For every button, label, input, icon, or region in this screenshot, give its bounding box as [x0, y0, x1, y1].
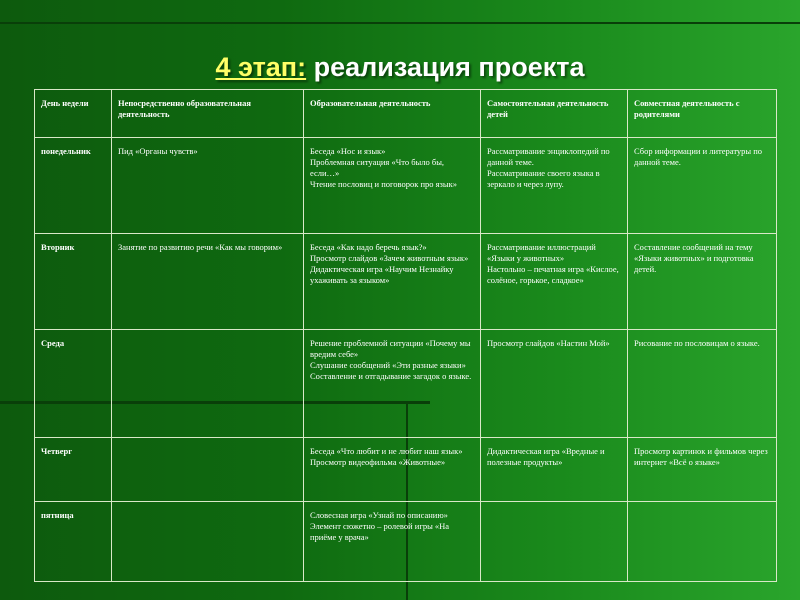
column-header-educational: Образовательная деятельность — [304, 90, 481, 138]
parents-cell: Составление сообщений на тему «Языки животных» и подготовка детей. — [628, 234, 777, 330]
cell-line: Решение проблемной ситуации «Почему мы вредим себе» — [310, 338, 471, 359]
day-cell: понедельник — [35, 138, 112, 234]
cell-line: Рассматривание иллюстраций «Языки у животных» — [487, 242, 596, 263]
independent-cell — [481, 502, 628, 582]
page-title — [0, 52, 800, 83]
parents-cell: Сбор информации и литературы по данной теме. — [628, 138, 777, 234]
cell-line: Просмотр слайдов «Зачем животным язык» — [310, 253, 469, 263]
column-header-independent: Самостоятельная деятельность детей — [481, 90, 628, 138]
educational-cell — [304, 234, 481, 330]
column-header-direct: Непосредственно образовательная деятельность — [112, 90, 304, 138]
day-cell: Среда — [35, 330, 112, 438]
cell-line: Рассматривание энциклопедий по данной теме. — [487, 146, 610, 167]
direct-cell: Занятие по развитию речи «Как мы говорим» — [112, 234, 304, 330]
day-cell: Четверг — [35, 438, 112, 502]
cell-line: Дидактическая игра «Научим Незнайку ухаживать за языком» — [310, 264, 454, 285]
cell-line: Составление и отгадывание загадок о языке. — [310, 371, 472, 381]
table-row — [35, 138, 777, 234]
direct-cell — [112, 438, 304, 502]
cell-line: Просмотр видеофильма «Животные» — [310, 457, 446, 467]
independent-cell — [481, 138, 628, 234]
table-row — [35, 330, 777, 438]
table-row — [35, 234, 777, 330]
cell-line: Проблемная ситуация «Что было бы, если…» — [310, 157, 445, 178]
cell-line: Беседа «Как надо беречь язык?» — [310, 242, 427, 252]
decorative-line — [0, 22, 800, 24]
cell-line: Просмотр слайдов «Настин Мой» — [487, 338, 610, 348]
plan-table — [34, 89, 777, 582]
table-header-row — [35, 90, 777, 138]
cell-line: Дидактическая игра «Вредные и полезные продукты» — [487, 446, 605, 467]
direct-cell — [112, 502, 304, 582]
cell-line: Рассматривание своего языка в зеркало и через лупу. — [487, 168, 600, 189]
table-row — [35, 502, 777, 582]
title-text: реализация проекта — [306, 52, 585, 82]
cell-line: Беседа «Что любит и не любит наш язык» — [310, 446, 463, 456]
column-header-parents: Совместная деятельность с родителями — [628, 90, 777, 138]
cell-line: Словесная игра «Узнай по описанию» — [310, 510, 448, 520]
parents-cell: Просмотр картинок и фильмов через интернет «Всё о языке» — [628, 438, 777, 502]
cell-line: Чтение пословиц и поговорок про язык» — [310, 179, 458, 189]
parents-cell: Рисование по пословицам о языке. — [628, 330, 777, 438]
direct-cell: Пид «Органы чувств» — [112, 138, 304, 234]
cell-line: Беседа «Нос и язык» — [310, 146, 386, 156]
direct-cell — [112, 330, 304, 438]
stage-label: 4 этап: — [215, 52, 307, 82]
day-cell: пятница — [35, 502, 112, 582]
column-header-day: День недели — [35, 90, 112, 138]
educational-cell — [304, 138, 481, 234]
cell-line: Слушание сообщений «Эти разные языки» — [310, 360, 466, 370]
educational-cell — [304, 438, 481, 502]
independent-cell — [481, 330, 628, 438]
cell-line: Элемент сюжетно – ролевой игры «На приёме у врача» — [310, 521, 450, 542]
cell-line: Настольно – печатная игра «Кислое, солёное, горькое, сладкое» — [487, 264, 619, 285]
table-row — [35, 438, 777, 502]
independent-cell — [481, 234, 628, 330]
day-cell: Вторник — [35, 234, 112, 330]
educational-cell — [304, 502, 481, 582]
educational-cell — [304, 330, 481, 438]
independent-cell — [481, 438, 628, 502]
parents-cell — [628, 502, 777, 582]
